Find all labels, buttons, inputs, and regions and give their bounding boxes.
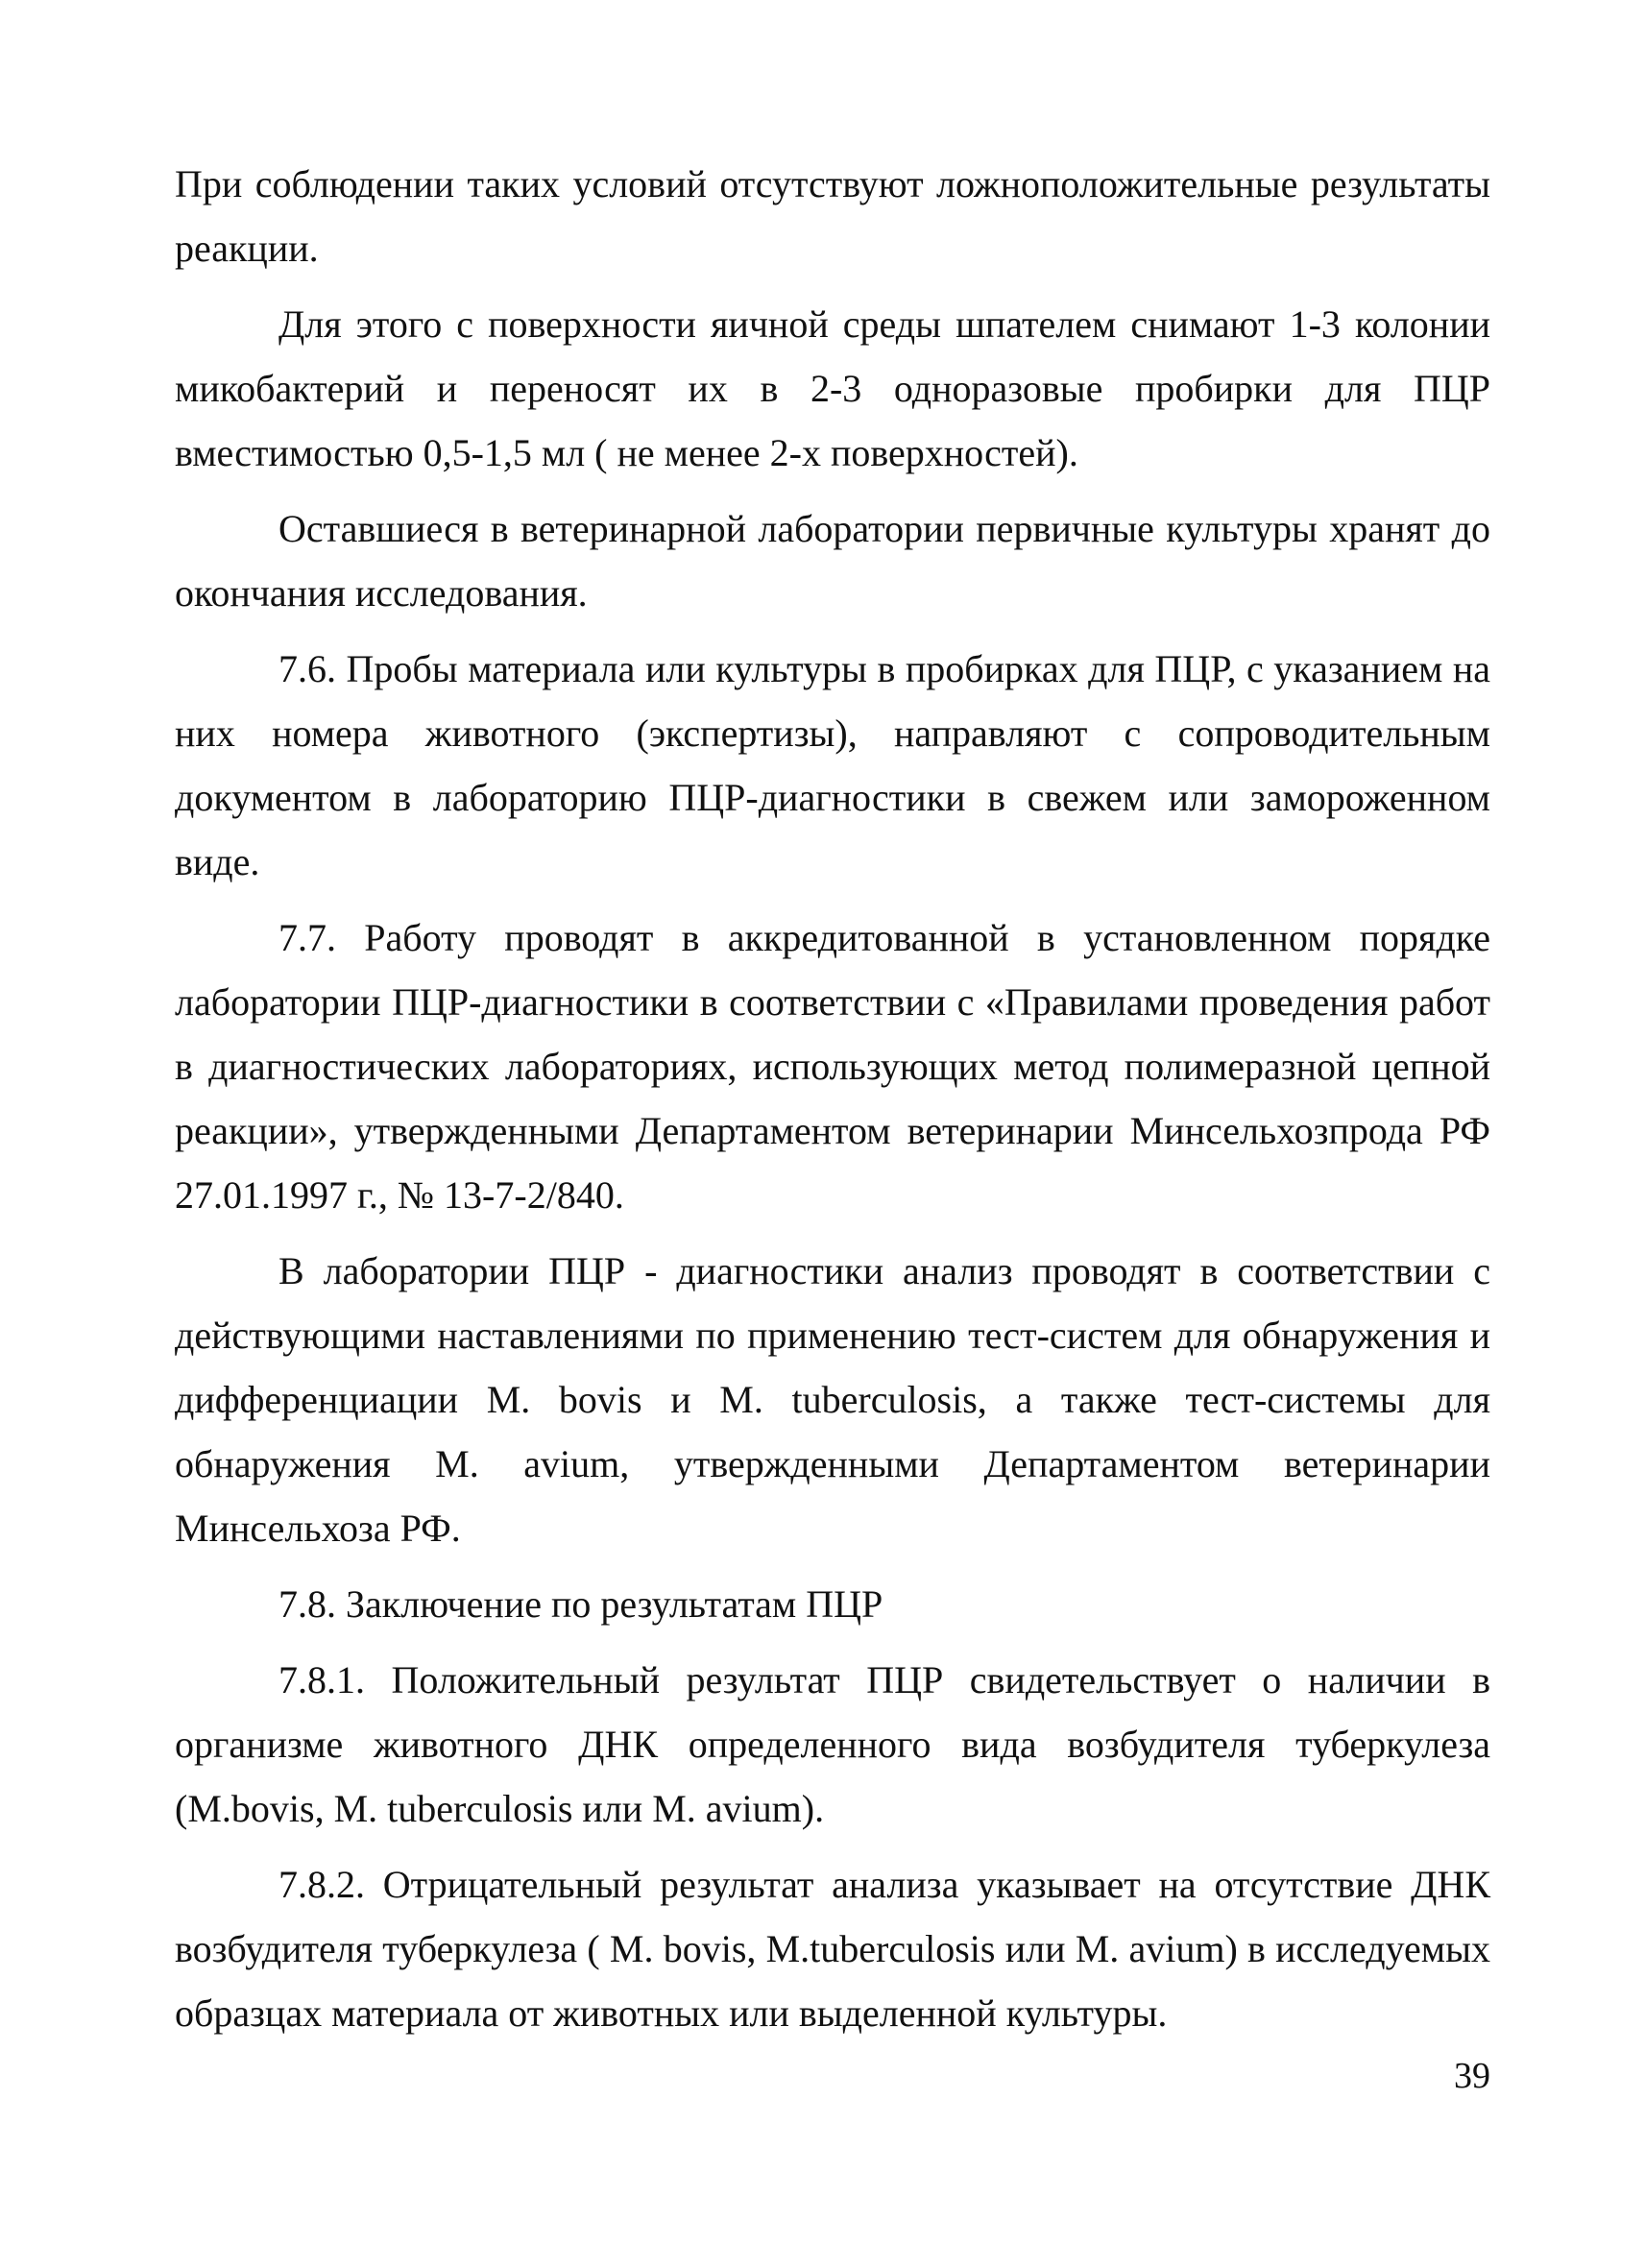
paragraph-7-7: 7.7. Работу проводят в аккредитованной в установленном порядке лаборатории ПЦР-диагностики в соответствии с «Правилами проведения работ в диагностических лабораториях, использующих метод полимеразной цепной реакции», утвержденными Департаментом ветеринарии Минсельхозпрода РФ 27.01.1997 г., № 13-7-2/840.	[175, 916, 1490, 1217]
paragraph-colony-transfer: Для этого с поверхности яичной среды шпателем снимают 1-3 колонии микобактерий и переносят их в 2-3 одноразовые пробирки для ПЦР вместимостью 0,5-1,5 мл ( не менее 2-х поверхностей).	[175, 302, 1490, 474]
page-number: 39	[1454, 2056, 1490, 2096]
paragraph-7-8-2: 7.8.2. Отрицательный результат анализа указывает на отсутствие ДНК возбудителя туберкулеза ( M. bovis, M.tuberculosis или M. avium) в исследуемых образцах материала от животных или выделенной культуры.	[175, 1863, 1490, 2035]
paragraph-7-6: 7.6. Пробы материала или культуры в пробирках для ПЦР, с указанием на них номера животного (экспертизы), направляют с сопроводительным документом в лабораторию ПЦР-диагностики в свежем или замороженном виде.	[175, 647, 1490, 883]
document-body	[175, 152, 1490, 2057]
paragraph-conditions: При соблюдении таких условий отсутствуют ложноположительные результаты реакции.	[175, 162, 1490, 270]
paragraph-culture-storage: Оставшиеся в ветеринарной лаборатории первичные культуры хранят до окончания исследования.	[175, 507, 1490, 615]
section-heading-7-8: 7.8. Заключение по результатам ПЦР	[278, 1582, 883, 1626]
paragraph-7-8-1: 7.8.1. Положительный результат ПЦР свидетельствует о наличии в организме животного ДНК определенного вида возбудителя туберкулеза (M.bovis, M. tuberculosis или M. avium).	[175, 1658, 1490, 1830]
paragraph-pcr-analysis: В лаборатории ПЦР - диагностики анализ проводят в соответствии с действующими наставлениями по применению тест-систем для обнаружения и дифференциации M. bovis и M. tuberculosis, а также тест-системы для обнаружения M. avium, утвержденными Департаментом ветеринарии Минсельхоза РФ.	[175, 1249, 1490, 1550]
